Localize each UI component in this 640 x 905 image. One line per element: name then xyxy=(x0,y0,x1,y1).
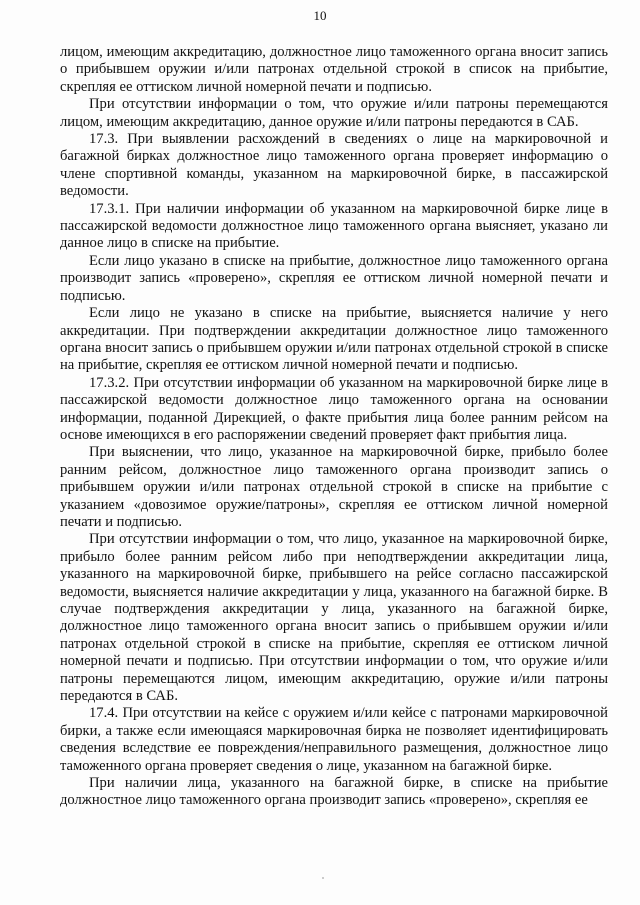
paragraph: лицом, имеющим аккредитацию, должностное лицо таможенного органа вносит запись о прибывшем оружии и/или патронах отдельной строкой в список на прибытие, скрепляя ее оттиском личной номерной печати и подписью. xyxy=(60,44,608,95)
page-number: 10 xyxy=(313,8,327,23)
paragraph: Если лицо указано в списке на прибытие, должностное лицо таможенного органа производит запись «проверено», скрепляя ее оттиском личной номерной печати и подписью. xyxy=(60,252,608,304)
scan-speck xyxy=(322,877,324,879)
paragraph: 17.3.1. При наличии информации об указанном на маркировочной бирке лице в пассажирской ведомости должностное лицо таможенного органа выясняет, указано ли данное лицо в списке на прибытие. xyxy=(60,200,608,252)
paragraph: 17.3.2. При отсутствии информации об указанном на маркировочной бирке лице в пассажирской ведомости должностное лицо таможенного органа на основании информации, поданной Дирекцией, о факте прибытия лица более ранним рейсом на основе имеющихся в его распоряжении сведений проверяет факт прибытия лица. xyxy=(60,374,608,443)
paragraph: При выяснении, что лицо, указанное на маркировочной бирке, прибыло более ранним рейсом, должностное лицо таможенного органа производит запись о прибывшем оружии и/или патронах отдельной строкой в списке на прибытие с указанием «довозимое оружие/патроны», скрепляя ее оттиском личной номерной печати и подписью. xyxy=(60,444,608,530)
paragraph: При отсутствии информации о том, что оружие и/или патроны перемещаются лицом, имеющим аккредитацию, данное оружие и/или патроны передаются в САБ. xyxy=(60,96,608,130)
paragraph: Если лицо не указано в списке на прибытие, выясняется наличие у него аккредитации. При подтверждении аккредитации должностное лицо таможенного органа вносит запись о прибывшем оружии и/или патронах отдельной строкой в списке на прибытие, скрепляя ее оттиском личной номерной печати и подписью. xyxy=(60,305,608,374)
document-body xyxy=(60,44,608,810)
paragraph: При отсутствии информации о том, что лицо, указанное на маркировочной бирке, прибыло более ранним рейсом либо при неподтверждении аккредитации лица, указанного на маркировочной бирке, прибывшего на рейсе согласно пассажирской ведомости, выясняется наличие аккредитации у лица, указанного на багажной бирке. В случае подтверждения аккредитации у лица, указанного на багажной бирке, должностное лицо таможенного органа вносит запись о прибывшем оружии и/или патронах отдельной строкой в списке на прибытие, скрепляя ее оттиском личной номерной печати и подписью. При отсутствии информации о том, что оружие и/или патроны перемещаются лицом, имеющим аккредитацию, оружие и/или патроны передаются в САБ. xyxy=(60,531,608,705)
paragraph: При наличии лица, указанного на багажной бирке, в списке на прибытие должностное лицо таможенного органа производит запись «проверено», скрепляя ее xyxy=(60,775,608,809)
paragraph: 17.4. При отсутствии на кейсе с оружием и/или кейсе с патронами маркировочной бирки, а также если имеющаяся маркировочная бирка не позволяет идентифицировать сведения вследствие ее повреждения/неправильного размещения, должностное лицо таможенного органа проверяет сведения о лице, указанном на багажной бирке. xyxy=(60,705,608,774)
paragraph: 17.3. При выявлении расхождений в сведениях о лице на маркировочной и багажной бирках должностное лицо таможенного органа проверяет информацию о члене спортивной команды, указанном на маркировочной бирке, в пассажирской ведомости. xyxy=(60,131,608,200)
